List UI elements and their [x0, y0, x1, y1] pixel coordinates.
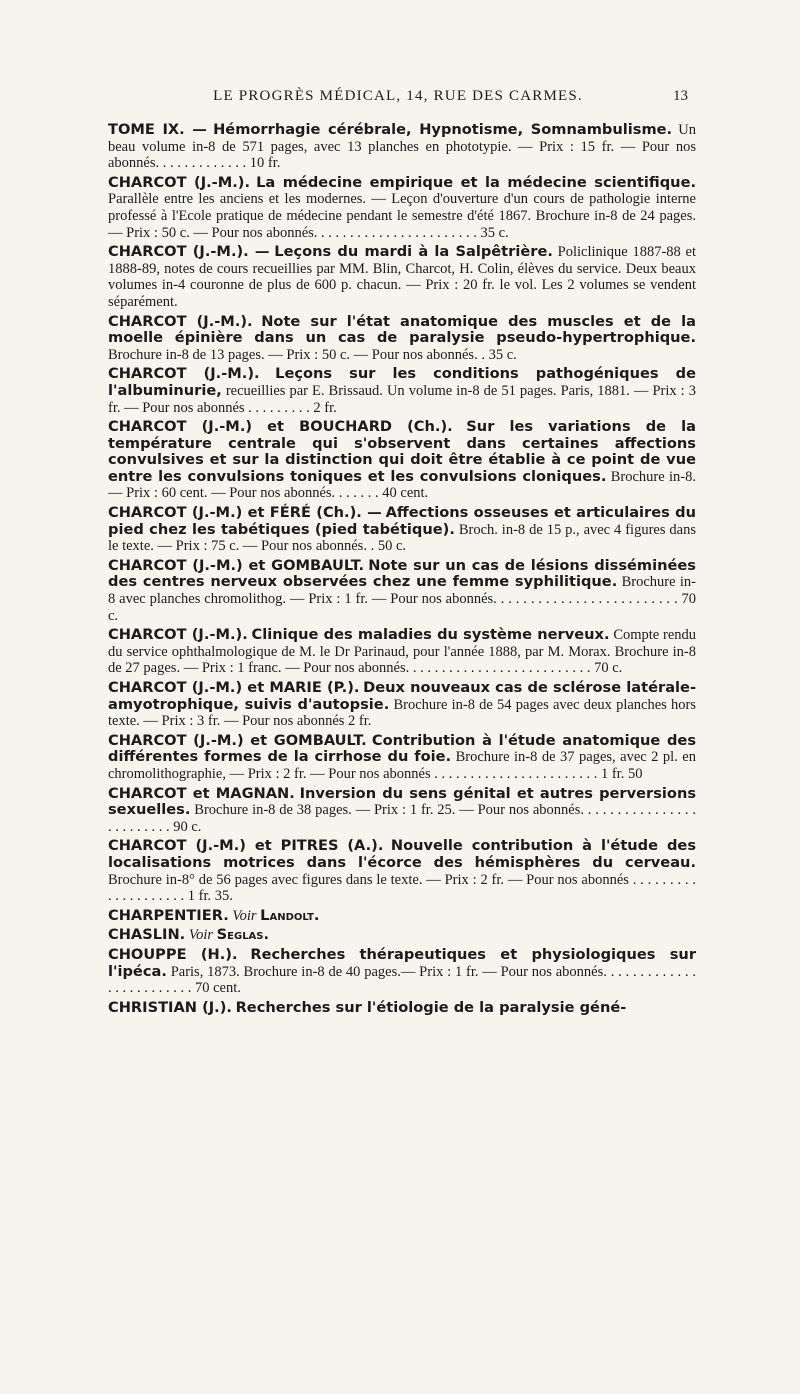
entry-title: La médecine empirique et la médecine scientifique.: [256, 173, 697, 191]
page-number: 13: [673, 88, 688, 104]
entry-title: Sur les variations de la température centrale qui s'observent dans certaines affections convulsives et sur la distinction qui doit être établie à ce point de vue entre les convulsions toniques et les convulsions cloniques.: [108, 418, 697, 485]
entry-author: CHARCOT (J.-M.).: [108, 365, 260, 383]
catalog-entry: [108, 786, 696, 836]
entry-body: Brochure in-8° de 56 pages avec figures dans le texte. — Prix : 2 fr. — Pour nos abonnés . . . . . . . . . . . . . . . . . . . . 1 fr. 35.: [108, 871, 696, 905]
entry-title: Affections osseuses et articulaires du pied chez les tabétiques (pied tabétique).: [108, 504, 696, 538]
entry-author: CHARCOT (J.-M.).: [108, 312, 253, 330]
entry-body: Brochure in-8 de 38 pages. — Prix : 1 fr. 25. — Pour nos abonnés. . . . . . . . . . . . . . . . . . . . . . . . . 90 c.: [108, 802, 697, 835]
entry-title: Recherches thérapeutiques et physiologiques sur l'ipéca.: [108, 945, 697, 980]
entry-see-also: Voir: [188, 927, 214, 944]
entry-body: Parallèle entre les anciens et les modernes. — Leçon d'ouverture d'un cours de pathologie interne professé à l'Ecole pratique de médecine pendant le semestre d'été 1867. Brochure in-8 de 24 pages. — Prix : 50 c. — Pour nos abonnés. . . . . . . . . . . . . . . . . . . . . . . 35 c.: [108, 191, 696, 241]
entry-body: Compte rendu du service ophthalmologique de M. le Dr Parinaud, pour l'année 1888, par M. Morax. Brochure in-8 de 27 pages. — Prix : 1 franc. — Pour nos abonnés. . . . . . . . . . . . . . . . . . . . . . . . . . 70 c.: [108, 627, 697, 677]
entry-body: Paris, 1873. Brochure in-8 de 40 pages.— Prix : 1 fr. — Pour nos abonnés. . . . . . . . . . . . . . . . . . . . . . . . . 70 cent.: [108, 963, 697, 997]
entry-author: CHOUPPE (H.).: [108, 945, 238, 963]
entry-title: Nouvelle contribution à l'étude des localisations motrices dans l'écorce des hémisphères du cerveau.: [108, 837, 697, 871]
running-head: LE PROGRÈS MÉDICAL, 14, RUE DES CARMES.: [213, 88, 583, 104]
entry-author: CHARCOT (J.-M.).: [108, 626, 248, 644]
catalog-entry: [108, 366, 696, 416]
entry-author: CHASLIN.: [108, 926, 186, 944]
entry-see-also: Voir: [232, 907, 257, 924]
catalog-entry: [108, 1000, 696, 1017]
entry-body: recueillies par E. Brissaud. Un volume in-8 de 51 pages. Paris, 1881. — Prix : 3 fr. — Pour nos abonnés . . . . . . . . . 2 fr.: [108, 382, 696, 416]
catalog-entry: [108, 558, 696, 624]
catalog-entry: [108, 680, 696, 730]
catalog-entry: [108, 244, 696, 310]
entry-title: Recherches sur l'étiologie de la paralysie géné-: [235, 998, 627, 1016]
entry-body: Brochure in-8 de 13 pages. — Prix : 50 c. — Pour nos abonnés. . 35 c.: [108, 346, 517, 363]
entry-author: CHARCOT et MAGNAN.: [108, 784, 295, 802]
entry-author: CHARCOT (J.-M.) et FÉRÉ (Ch.). —: [108, 504, 382, 522]
entry-title: Leçons du mardi à la Salpêtrière.: [274, 243, 553, 261]
catalog-entry: [108, 838, 696, 904]
catalog-entry: [108, 627, 696, 677]
entry-body: Brochure in-8 de 54 pages avec deux planches hors texte. — Prix : 3 fr. — Pour nos abonnés 2 fr.: [108, 696, 696, 730]
entry-author: CHRISTIAN (J.).: [108, 998, 232, 1016]
entry-author: CHARCOT (J.-M.) et BOUCHARD (Ch.).: [108, 418, 453, 436]
catalog-entry: [108, 733, 696, 783]
entry-author: CHARCOT (J.-M.).: [108, 173, 251, 191]
entry-author: CHARCOT (J.-M.) et MARIE (P.).: [108, 679, 360, 696]
entry-body: Brochure in-8 avec planches chromolithog. — Prix : 1 fr. — Pour nos abonnés. . . . . . . . . . . . . . . . . . . . . . . . . 70 c.: [108, 574, 696, 624]
entry-body: Brochure in-8 de 37 pages, avec 2 pl. en chromolithographie, — Prix : 2 fr. — Pour nos abonnés . . . . . . . . . . . . . . . . . . . . . . . 1 fr. 50: [108, 749, 696, 782]
catalog-entry: [108, 122, 696, 172]
entry-author: CHARCOT (J.-M.) et GOMBAULT.: [108, 556, 364, 574]
entry-author: CHARPENTIER.: [108, 906, 229, 924]
entry-title: Contribution à l'étude anatomique des différentes formes de la cirrhose du foie.: [108, 731, 697, 766]
entry-title: Clinique des maladies du système nerveux.: [251, 626, 610, 644]
entry-author: TOME IX. —: [108, 121, 207, 138]
entry-body: Un beau volume in-8 de 571 pages, avec 13 planches en phototypie. — Prix : 15 fr. — Pour nos abonnés. . . . . . . . . . . . . 10 fr.: [108, 122, 697, 172]
entry-title: Note sur l'état anatomique des muscles et de la moelle épinière dans un cas de paralysie pseudo-hypertrophique.: [108, 312, 697, 347]
entry-author: CHARCOT (J.-M.) et PITRES (A.).: [108, 837, 384, 855]
entry-title: Hémorrhagie cérébrale, Hypnotisme, Somnambulisme.: [213, 121, 673, 138]
catalog-entry: [108, 419, 696, 502]
entry-cross-reference: Seglas.: [216, 926, 270, 944]
entry-title: Leçons sur les conditions pathogéniques de l'albuminurie,: [108, 365, 696, 399]
entry-body: Brochure in-8. — Prix : 60 cent. — Pour nos abonnés. . . . . . . 40 cent.: [108, 468, 696, 502]
entry-title: Inversion du sens génital et autres perversions sexuelles.: [108, 784, 697, 819]
catalog-entry: [108, 175, 696, 241]
entry-cross-reference: Landolt.: [260, 906, 320, 924]
catalog-entries: [108, 122, 696, 1019]
entry-author: CHARCOT (J.-M.) et GOMBAULT.: [108, 731, 367, 749]
entry-title: Note sur un cas de lésions disséminées des centres nerveux observées chez une femme syphilitique.: [108, 556, 696, 591]
entry-body: Broch. in-8 de 15 p., avec 4 figures dans le texte. — Prix : 75 c. — Pour nos abonnés. . 50 c.: [108, 521, 697, 555]
catalog-entry: [108, 314, 696, 364]
entry-body: Policlinique 1887-88 et 1888-89, notes de cours recueillies par MM. Blin, Charcot, H. Colin, élèves du service. Deux beaux volumes in-4 couronne de plus de 600 p. chacun. — Prix : 20 fr. le vol. Les 2 volumes se vendent séparément.: [108, 244, 697, 310]
catalog-entry: [108, 505, 696, 555]
catalog-entry: [108, 927, 696, 944]
entry-title: Deux nouveaux cas de sclérose latérale-amyotrophique, suivis d'autopsie.: [108, 679, 697, 713]
catalog-entry: [108, 947, 696, 997]
entry-author: CHARCOT (J.-M.). —: [108, 243, 270, 261]
catalog-entry: [108, 908, 696, 925]
